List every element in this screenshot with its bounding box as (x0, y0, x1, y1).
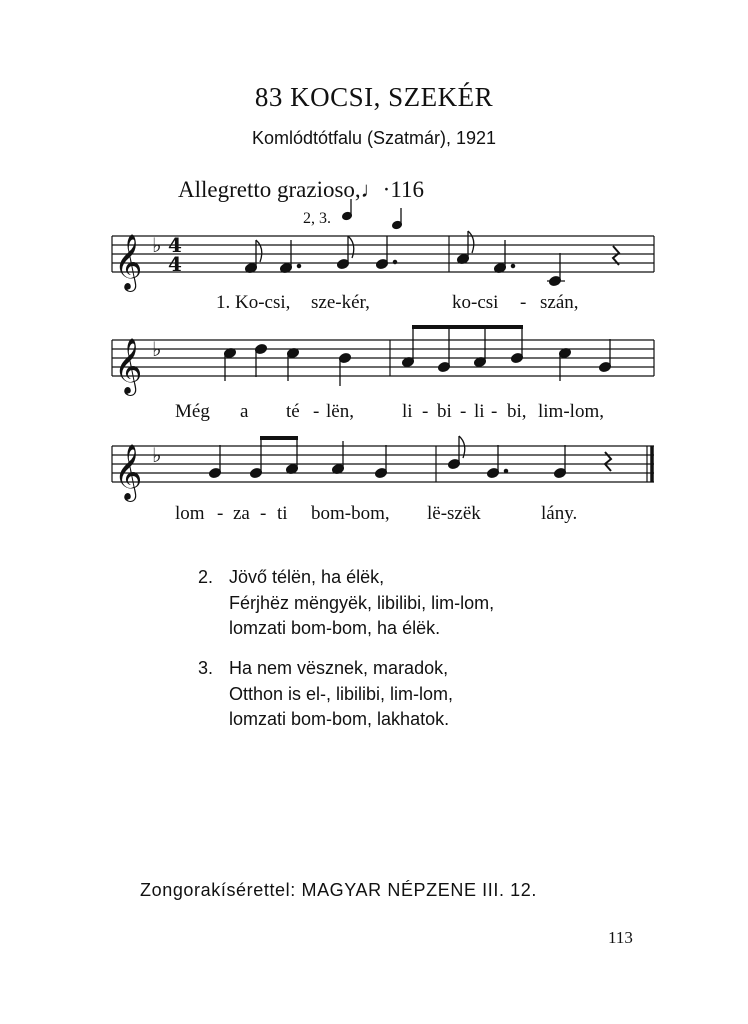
lyric-syllable: bi, (507, 401, 527, 422)
verse-2 (198, 565, 494, 642)
lyric-syllable: ko-csi (452, 292, 499, 313)
verse-line: lomzati bom-bom, ha élëk. (229, 618, 441, 638)
verse-number: 3. (198, 658, 214, 678)
notes-staff-3 (208, 436, 611, 479)
treble-clef-icon: 𝄞 (114, 338, 143, 394)
lyric-syllable: lom (175, 503, 205, 524)
verse-line: Jövő télën, ha élëk, (229, 567, 385, 587)
verse-3 (198, 656, 453, 733)
lyric-syllable: lën, (326, 401, 354, 422)
treble-clef-icon: 𝄞 (114, 234, 143, 290)
lyric-syllable: li (402, 401, 413, 422)
time-signature-bottom: 4 (168, 252, 182, 276)
lyric-syllable: a (240, 401, 249, 422)
lyric-syllable: li (474, 401, 485, 422)
verse-line: lomzati bom-bom, lakhatok. (229, 709, 450, 729)
lyric-syllable: sze-kér, (311, 292, 370, 313)
quarter-rest-icon (613, 246, 619, 265)
volta-label: 2, 3. (303, 210, 331, 227)
lyric-syllable: - (422, 401, 429, 422)
lyric-syllable: 1. Ko-csi, (216, 292, 291, 313)
metronome-value: ·116 (382, 177, 424, 202)
time-signature-top: 4 (168, 233, 182, 257)
lyric-syllable: Még (175, 401, 210, 422)
lyric-syllable: lim-lom, (538, 401, 604, 422)
lyric-syllable: - (260, 503, 267, 524)
flat-icon: ♭ (152, 337, 162, 361)
verse-line: Férjhëz mëngyëk, libilibi, lim-lom, (229, 592, 495, 613)
flat-icon: ♭ (152, 233, 162, 257)
song-origin: Komlódtótfalu (Szatmár), 1921 (251, 128, 497, 148)
lyric-syllable: lány. (541, 503, 578, 524)
verse-line: Otthon is el-, libilibi, lim-lom, (229, 683, 454, 704)
lyric-syllable: - (460, 401, 467, 422)
lyric-syllable: bom-bom, (311, 503, 390, 524)
song-title: 83 KOCSI, SZEKÉR (254, 82, 494, 112)
lyric-syllable: lë-szëk (427, 503, 481, 524)
quarter-note-icon: ♩ (360, 177, 383, 202)
verse-number: 2. (198, 567, 214, 587)
treble-clef-icon: 𝄞 (114, 444, 143, 500)
lyric-syllable: za (233, 503, 250, 524)
staff-2 (112, 340, 654, 376)
accompaniment-reference: Zongorakísérettel: MAGYAR NÉPZENE III. 12. (140, 880, 537, 900)
flat-icon: ♭ (152, 443, 162, 467)
lyric-syllable: - (217, 503, 224, 524)
page-number: 113 (608, 928, 633, 947)
lyric-syllable: szán, (540, 292, 579, 313)
lyric-syllable: - (520, 292, 527, 313)
lyric-syllable: ti (277, 503, 288, 524)
tempo-text: Allegretto grazioso, (178, 177, 361, 202)
verse-line: Ha nem vësznek, maradok, (229, 658, 449, 678)
lyric-syllable: bi (437, 401, 452, 422)
notes-staff-2 (223, 325, 611, 386)
notes-staff-1 (244, 199, 619, 287)
lyric-syllable: té (286, 401, 300, 422)
lyric-syllable: - (491, 401, 498, 422)
lyric-syllable: - (313, 401, 320, 422)
